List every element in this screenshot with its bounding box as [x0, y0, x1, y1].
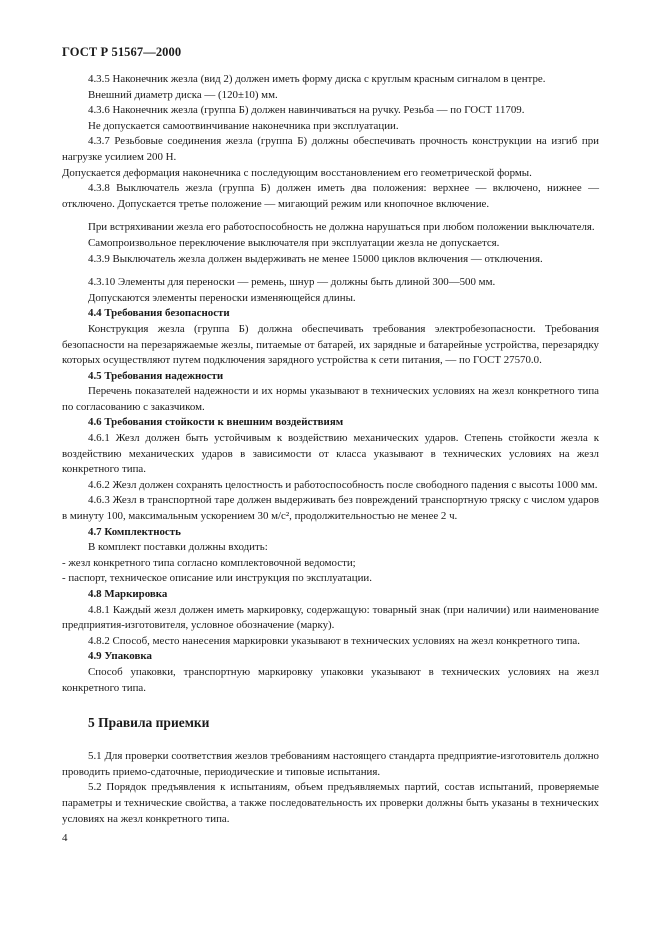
paragraph-4-3-5: 4.3.5 Наконечник жезла (вид 2) должен иметь форму диска с круглым красным сигналом в центре.	[88, 73, 546, 85]
paragraph-4-3-6: 4.3.6 Наконечник жезла (группа Б) должен навинчиваться на ручку. Резьба — по ГОСТ 11709.	[88, 104, 525, 117]
paragraph: Не допускается самоотвинчивание наконечника при эксплуатации.	[88, 119, 399, 132]
paragraph-4-3-8: 4.3.8 Выключатель жезла (группа Б) должен иметь два положения: верхнее — включено, нижнее — отключено. Допускается третье положение — мигающий режим или кнопочное включение.	[62, 182, 599, 210]
document-body	[62, 72, 599, 827]
document-header: ГОСТ Р 51567—2000	[62, 45, 182, 59]
paragraph-4-3-9: 4.3.9 Выключатель жезла должен выдерживать не менее 15000 циклов включения — отключения.	[88, 252, 543, 265]
page-number: 4	[62, 832, 68, 844]
paragraph: Способ упаковки, транспортную маркировку упаковки указывают в технических условиях на жезл конкретного типа.	[62, 665, 599, 694]
paragraph-4-8-1: 4.8.1 Каждый жезл должен иметь маркировку, содержащую: товарный знак (при наличии) или наименование предприятия-изготовителя, условное обозначение (марку).	[62, 603, 599, 632]
paragraph: Конструкция жезла (группа Б) должна обеспечивать требования электробезопасности. Требования безопасности на перезаряжаемые жезлы, питаемые от батарей, их зарядные и батарейные устройства, перезарядку которых осуществляют путем подключения зарядного устройства к сети питания, — по ГОСТ 27570.0.	[62, 322, 599, 367]
section-heading-4-6: 4.6 Требования стойкости к внешним воздействиям	[88, 416, 344, 429]
section-heading-4-7: 4.7 Комплектность	[88, 525, 181, 538]
paragraph: Самопроизвольное переключение выключателя при эксплуатации жезла не допускается.	[88, 236, 500, 249]
paragraph: Допускается деформация наконечника с последующим восстановлением его геометрической формы.	[62, 166, 532, 179]
paragraph: Внешний диаметр диска — (120±10) мм.	[88, 88, 278, 101]
section-heading-4-8: 4.8 Маркировка	[88, 588, 168, 600]
section-heading-4-5: 4.5 Требования надежности	[88, 369, 224, 382]
section-heading-4-4: 4.4 Требования безопасности	[88, 307, 230, 320]
paragraph-4-6-1: 4.6.1 Жезл должен быть устойчивым к воздействию механических ударов. Степень стойкости жезла к воздействию механических ударов в зависимости от класса указывают в технических условиях на жезл конкретного типа.	[62, 432, 599, 476]
paragraph-4-6-2: 4.6.2 Жезл должен сохранять целостность и работоспособность после свободного падения с высоты 1000 мм.	[88, 478, 598, 491]
paragraph-5-2: 5.2 Порядок предъявления к испытаниям, объем предъявляемых партий, состав испытаний, проверяемые параметры и технические свойства, а также последовательность их проверки должны быть указаны в технических условиях на жезл конкретного типа.	[62, 781, 599, 825]
paragraph-4-3-10: 4.3.10 Элементы для переноски — ремень, шнур — должны быть длиной 300—500 мм.	[88, 276, 496, 289]
list-item: - паспорт, техническое описание или инструкция по эксплуатации.	[62, 572, 372, 585]
list-item: - жезл конкретного типа согласно комплектовочной ведомости;	[62, 556, 356, 569]
section-title-5: 5 Правила приемки	[88, 715, 210, 731]
paragraph: При встряхивании жезла его работоспособность не должна нарушаться при любом положении выключателя.	[88, 221, 595, 234]
section-heading-4-9: 4.9 Упаковка	[88, 650, 152, 663]
paragraph-4-6-3: 4.6.3 Жезл в транспортной таре должен выдерживать без повреждений транспортную тряску с числом ударов в минуту 100, максимальным ускорением 30 м/с², продолжительностью не менее 2 ч.	[62, 494, 599, 523]
paragraph-4-8-2: 4.8.2 Способ, место нанесения маркировки указывают в технических условиях на жезл конкретного типа.	[88, 634, 580, 647]
paragraph: Перечень показателей надежности и их нормы указывают в технических условиях на жезл конкретного типа по согласованию с заказчиком.	[62, 385, 599, 413]
paragraph: Допускаются элементы переноски изменяющейся длины.	[88, 291, 356, 304]
paragraph-5-1: 5.1 Для проверки соответствия жезлов требованиям настоящего стандарта предприятие-изготовитель должно проводить приемо-сдаточные, периодические и типовые испытания.	[62, 750, 599, 778]
paragraph-4-3-7: 4.3.7 Резьбовые соединения жезла (группа Б) должны обеспечивать прочность конструкции на изгиб при нагрузке усилием 200 Н.	[62, 135, 599, 163]
paragraph: В комплект поставки должны входить:	[88, 541, 268, 554]
